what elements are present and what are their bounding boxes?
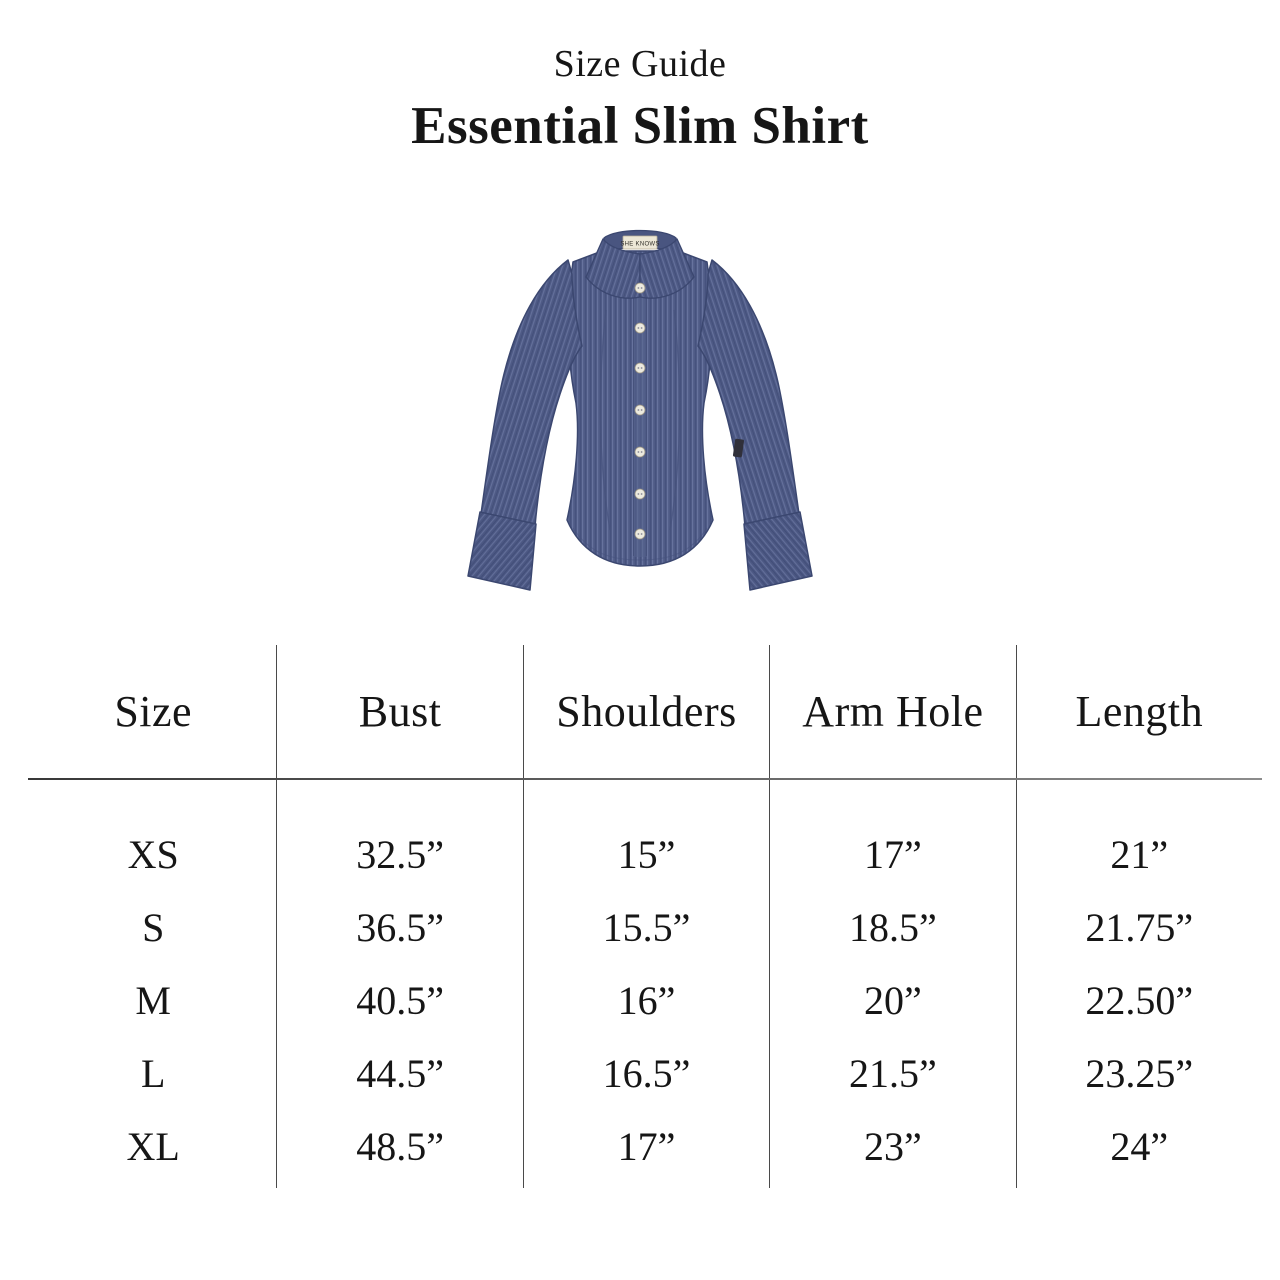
shoulders-column-header: Shoulders (556, 687, 737, 736)
length-m-cell: 22.50” (1085, 978, 1194, 1023)
bust-s-cell: 36.5” (356, 905, 444, 950)
shirt-left-sleeve (468, 260, 582, 590)
table-column-armhole (769, 645, 1015, 1188)
shoulders-xs-cell: 15” (617, 832, 676, 877)
armhole-l-cell: 21.5” (849, 1051, 937, 1096)
bust-m-cell: 40.5” (356, 978, 444, 1023)
size-xs-cell: XS (127, 832, 179, 877)
size-xl-cell: XL (126, 1124, 180, 1169)
size-guide-heading: Size Guide (553, 43, 727, 85)
product-title: Essential Slim Shirt (411, 97, 869, 155)
shirt-right-sleeve (698, 260, 812, 590)
bust-l-cell: 44.5” (356, 1051, 444, 1096)
column-spacer (277, 778, 522, 818)
length-column-header: Length (1075, 687, 1204, 736)
length-s-cell: 21.75” (1085, 905, 1194, 950)
size-chart-table (30, 645, 1262, 1188)
size-l-cell: L (140, 1051, 166, 1096)
column-spacer (524, 778, 769, 818)
armhole-xs-cell: 17” (864, 832, 922, 877)
shirt-image (440, 198, 840, 605)
table-column-shoulders (523, 645, 769, 1188)
column-spacer (770, 778, 1015, 818)
length-xs-cell: 21” (1110, 832, 1169, 877)
shoulders-l-cell: 16.5” (602, 1051, 691, 1096)
column-spacer (30, 778, 276, 818)
armhole-s-cell: 18.5” (849, 905, 937, 950)
length-xl-cell: 24” (1110, 1124, 1169, 1169)
shoulders-xl-cell: 17” (617, 1124, 676, 1169)
table-column-length (1016, 645, 1262, 1188)
bust-column-header: Bust (358, 687, 442, 736)
size-s-cell: S (142, 905, 165, 950)
size-m-cell: M (135, 978, 171, 1023)
brand-label-text: SHE KNOWS (620, 241, 660, 248)
bust-xs-cell: 32.5” (356, 832, 444, 877)
shoulders-s-cell: 15.5” (602, 905, 691, 950)
table-column-bust (276, 645, 522, 1188)
product-photo (440, 198, 840, 605)
armhole-m-cell: 20” (864, 978, 922, 1023)
size-column-header: Size (114, 687, 193, 736)
header-divider-line (28, 778, 1262, 780)
column-spacer (1017, 778, 1262, 818)
table-column-size (30, 645, 276, 1188)
bust-xl-cell: 48.5” (356, 1124, 444, 1169)
armhole-xl-cell: 23” (864, 1124, 922, 1169)
shoulders-m-cell: 16” (617, 978, 676, 1023)
length-l-cell: 23.25” (1085, 1051, 1194, 1096)
armhole-column-header: Arm Hole (802, 687, 984, 736)
